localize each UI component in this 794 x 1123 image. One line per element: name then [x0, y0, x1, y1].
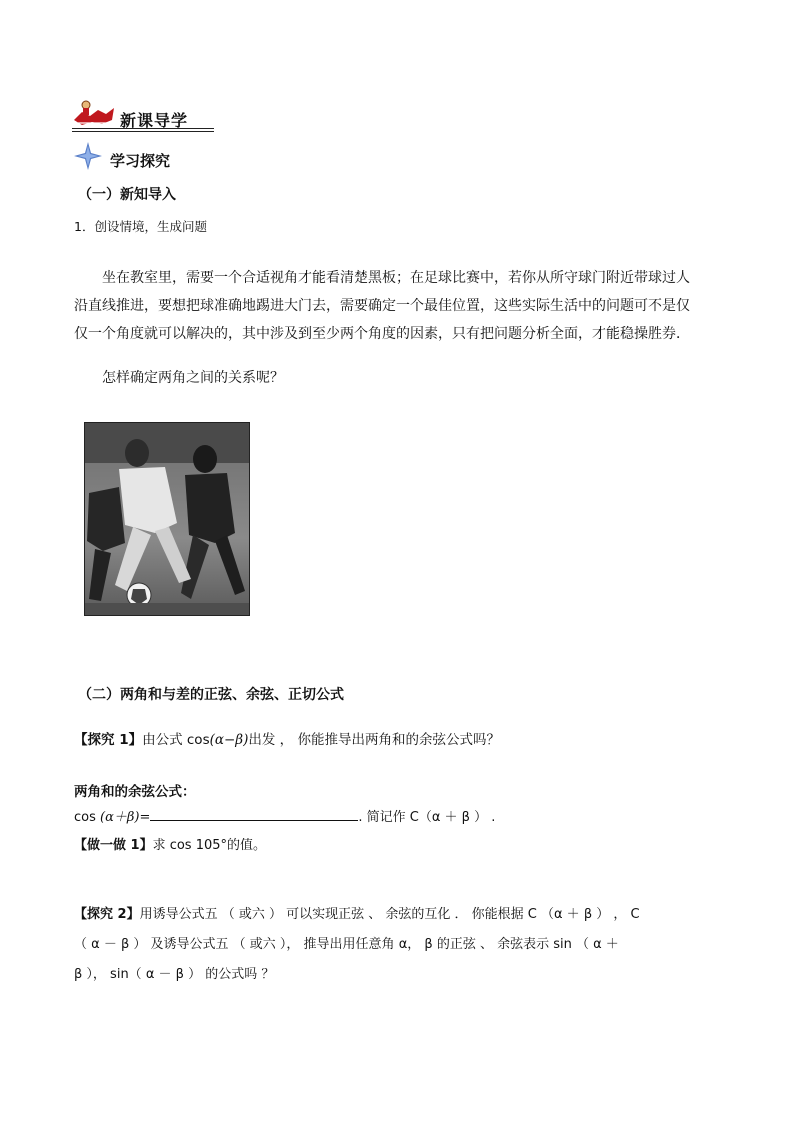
try1-tag: 【做一做 1】: [74, 838, 153, 853]
cos-rhs: . 简记作 C（α ＋ β ） .: [358, 810, 496, 825]
part1-heading: （一）新知导入: [78, 187, 176, 203]
part1-item: 1．创设情境，生成问题: [74, 219, 207, 234]
para-line-1: 坐在教室里，需要一个合适视角才能看清楚黑板；在足球比赛中，若你从所守球门附近带球过人: [102, 270, 690, 286]
cos-lhs-formula: (α＋β)=: [100, 810, 151, 825]
explore2-line-1: 用诱导公式五 （ 或六 ） 可以实现正弦 、 余弦的互化 ． 你能根据 C （α ＋ β ） ， C: [139, 907, 640, 922]
lesson-logo-icon: [72, 98, 116, 128]
explore2-tag: 【探究 2】: [74, 907, 140, 922]
explore1-tag: 【探究 1】: [74, 732, 143, 748]
try1: [74, 834, 266, 853]
explore2-line-3: β ）， sin（ α － β ） 的公式吗 ？: [74, 967, 275, 982]
header-underline: [72, 128, 214, 129]
try1-text: 求 cos 105°的值。: [152, 838, 267, 853]
soccer-photo: [84, 422, 250, 616]
cos-sum-label: 两角和的余弦公式：: [74, 784, 196, 800]
section-title: 学习探究: [110, 152, 171, 170]
explore1-text-after: 出发 ， 你能推导出两角和的余弦公式吗？: [248, 732, 500, 748]
header-title: 新课导学: [120, 111, 189, 130]
explore2-line-2: （ α － β ） 及诱导公式五 （ 或六 ）， 推导出用任意角 α， β 的正弦 、 余弦表示 sin （ α ＋: [74, 937, 619, 952]
explore1: [74, 728, 500, 748]
question: 怎样确定两角之间的关系呢？: [102, 370, 284, 386]
answer-blank[interactable]: [150, 808, 358, 821]
four-point-star-icon: [72, 140, 104, 172]
explore2: [74, 900, 640, 990]
cos-lhs: cos: [74, 810, 96, 825]
header-underline-2: [72, 131, 214, 132]
part2-heading: （二）两角和与差的正弦、余弦、正切公式: [78, 687, 344, 703]
soccer-photo-image: [85, 423, 249, 615]
para-line-3: 仅一个角度就可以解决的，其中涉及到至少两个角度的因素，只有把问题分析全面，才能稳操胜券．: [74, 326, 690, 342]
para-line-2: 沿直线推进，要想把球准确地踢进大门去，需要确定一个最佳位置，这些实际生活中的问题可不是仅: [74, 298, 690, 314]
cos-sum-line: [74, 806, 495, 825]
explore1-text-before: 由公式 cos: [142, 732, 210, 748]
explore1-formula: (α−β): [209, 732, 249, 748]
